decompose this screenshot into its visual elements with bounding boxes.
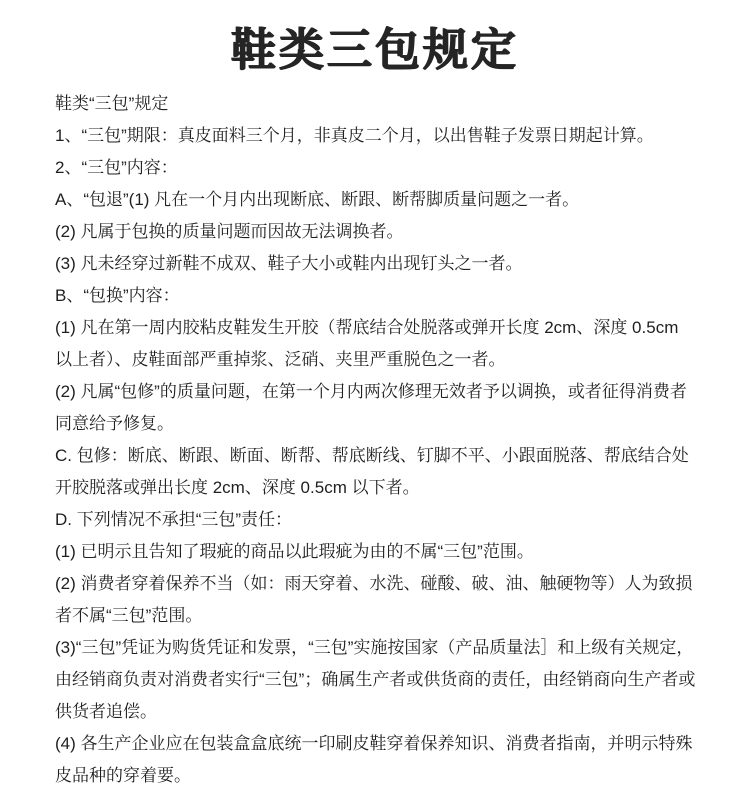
- clause-1-warranty-period: 1、“三包”期限：真皮面料三个月，非真皮二个月，以出售鞋子发票日期起计算。: [55, 126, 654, 145]
- clause-c-repair: C. 包修：断底、断跟、断面、断帮、帮底断线、钉脚不平、小跟面脱落、帮底结合处开胶脱落或弹出长度 2cm、深度 0.5cm 以下者。: [55, 446, 689, 497]
- subtitle: 鞋类“三包”规定: [55, 94, 169, 113]
- clause-a-item-3: (3) 凡未经穿过新鞋不成双、鞋子大小或鞋内出现钉头之一者。: [55, 254, 523, 273]
- clause-d-item-1: (1) 已明示且告知了瑕疵的商品以此瑕疵为由的不属“三包”范围。: [55, 542, 534, 561]
- clause-b-item-2: (2) 凡属“包修”的质量问题，在第一个月内两次修理无效者予以调换，或者征得消费者同意给予修复。: [55, 382, 687, 433]
- clause-a-refund: A、“包退”(1) 凡在一个月内出现断底、断跟、断帮脚质量问题之一者。: [55, 190, 580, 209]
- clause-a-item-2: (2) 凡属于包换的质量问题而因故无法调换者。: [55, 222, 404, 241]
- clause-b-item-1: (1) 凡在第一周内胶粘皮鞋发生开胶（帮底结合处脱落或弹开长度 2cm、深度 0.5cm 以上者）、皮鞋面部严重掉浆、泛硝、夹里严重脱色之一者。: [55, 318, 679, 369]
- document-body: [0, 76, 750, 792]
- clause-d-item-4: (4) 各生产企业应在包装盒盒底统一印刷皮鞋穿着保养知识、消费者指南，并明示特殊皮品种的穿着要。: [55, 734, 693, 785]
- clause-2-warranty-content: 2、“三包”内容：: [55, 158, 178, 177]
- page-title: 鞋类三包规定: [230, 23, 519, 76]
- clause-d-item-3: (3)“三包”凭证为购货凭证和发票，“三包”实施按国家（产品质量法］和上级有关规定，由经销商负责对消费者实行“三包”；确属生产者或供货商的责任，由经销商向生产者或供货者追偿。: [55, 638, 696, 721]
- clause-d-header: D. 下列情况不承担“三包”责任：: [55, 510, 293, 529]
- clause-d-item-2: (2) 消费者穿着保养不当（如：雨天穿着、水洗、碰酸、破、油、触硬物等）人为致损者不属“三包”范围。: [55, 574, 693, 625]
- clause-b-exchange-header: B、“包换”内容：: [55, 286, 180, 305]
